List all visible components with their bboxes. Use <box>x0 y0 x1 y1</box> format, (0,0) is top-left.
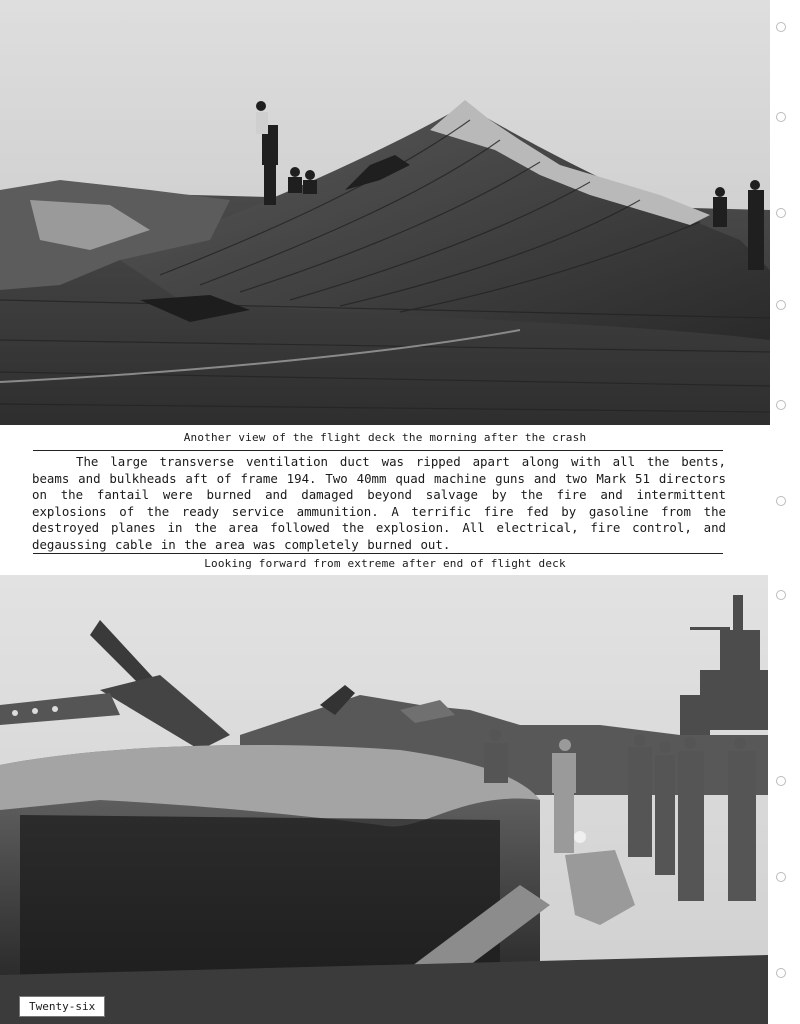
photo-caption-bottom: Looking forward from extreme after end of flight deck <box>204 557 566 570</box>
divider-rule <box>33 553 723 554</box>
divider-rule <box>33 450 723 451</box>
page-number-label: Twenty-six <box>19 996 105 1017</box>
binder-hole <box>776 300 786 310</box>
binder-hole <box>776 400 786 410</box>
binder-hole <box>776 112 786 122</box>
body-paragraph: The large transverse ventilation duct was ripped apart along with all the bents, beams and bulkheads aft of frame 194. Two 40mm quad machine guns and two Mark 51 directors on the fantail were burned and damaged beyond salvage by the fire and intermittent explosions of the ready service ammunition. A terrific fire fed by gasoline from the destroyed planes in the area followed the explosion. All electrical, fire control, and degaussing cable in the area was completely burned out. <box>32 454 726 552</box>
binder-hole <box>776 590 786 600</box>
photo-wreckage-looking-forward <box>0 575 768 1024</box>
binder-hole <box>776 968 786 978</box>
binder-hole <box>776 872 786 882</box>
binder-hole <box>776 22 786 32</box>
binder-hole <box>776 496 786 506</box>
photo-buckled-flight-deck <box>0 0 770 425</box>
binder-hole <box>776 208 786 218</box>
binder-hole <box>776 776 786 786</box>
photo-caption-top: Another view of the flight deck the morning after the crash <box>183 431 587 444</box>
